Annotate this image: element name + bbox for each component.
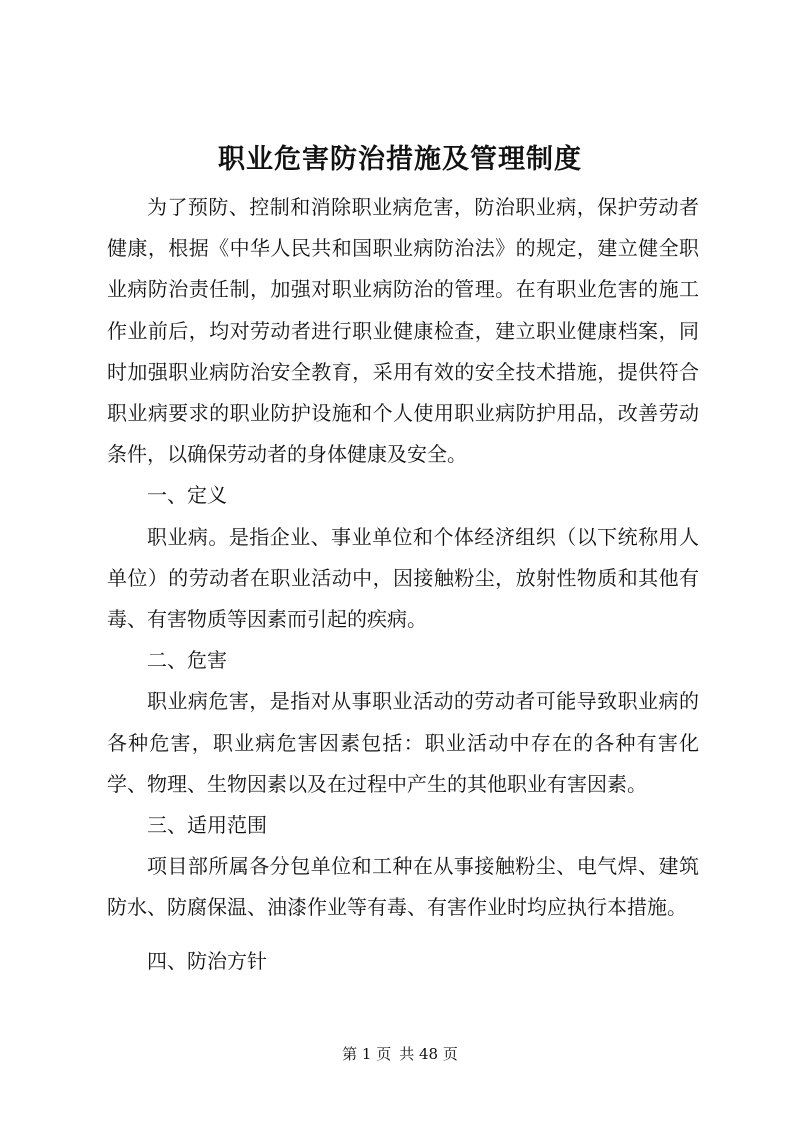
section-text-hazard: 职业病危害，是指对从事职业活动的劳动者可能导致职业病的各种危害，职业病危害因素包括：职业活动中存在的各种有害化学、物理、生物因素以及在过程中产生的其他职业有害因素。 bbox=[107, 689, 699, 796]
section-text-definition: 职业病。是指企业、事业单位和个体经济组织（以下统称用人单位）的劳动者在职业活动中，因接触粉尘，放射性物质和其他有毒、有害物质等因素而引起的疾病。 bbox=[107, 524, 699, 632]
page-number: 第 1 页 bbox=[342, 1045, 392, 1063]
page-total: 共 48 页 bbox=[399, 1045, 458, 1063]
section-heading-definition: 一、定义 bbox=[147, 483, 227, 508]
section-heading-hazard: 二、危害 bbox=[147, 648, 227, 673]
document-body bbox=[107, 187, 699, 982]
section-text-scope: 项目部所属各分包单位和工种在从事接触粉尘、电气焊、建筑防水、防腐保温、油漆作业等有毒、有害作业时均应执行本措施。 bbox=[107, 854, 699, 920]
document-title: 职业危害防治措施及管理制度 bbox=[218, 144, 582, 175]
intro-paragraph: 为了预防、控制和消除职业病危害，防治职业病，保护劳动者健康，根据《中华人民共和国职业病防治法》的规定，建立健全职业病防治责任制，加强对职业病防治的管理。在有职业危害的施工作业前后，均对劳动者进行职业健康检查，建立职业健康档案，同时加强职业病防治安全教育，采用有效的安全技术措施，提供符合职业病要求的职业防护设施和个人使用职业病防护用品，改善劳动条件，以确保劳动者的身体健康及安全。 bbox=[107, 195, 699, 467]
section-heading-policy: 四、防治方针 bbox=[147, 948, 267, 973]
page-footer bbox=[0, 1044, 800, 1064]
section-heading-scope: 三、适用范围 bbox=[147, 813, 267, 838]
